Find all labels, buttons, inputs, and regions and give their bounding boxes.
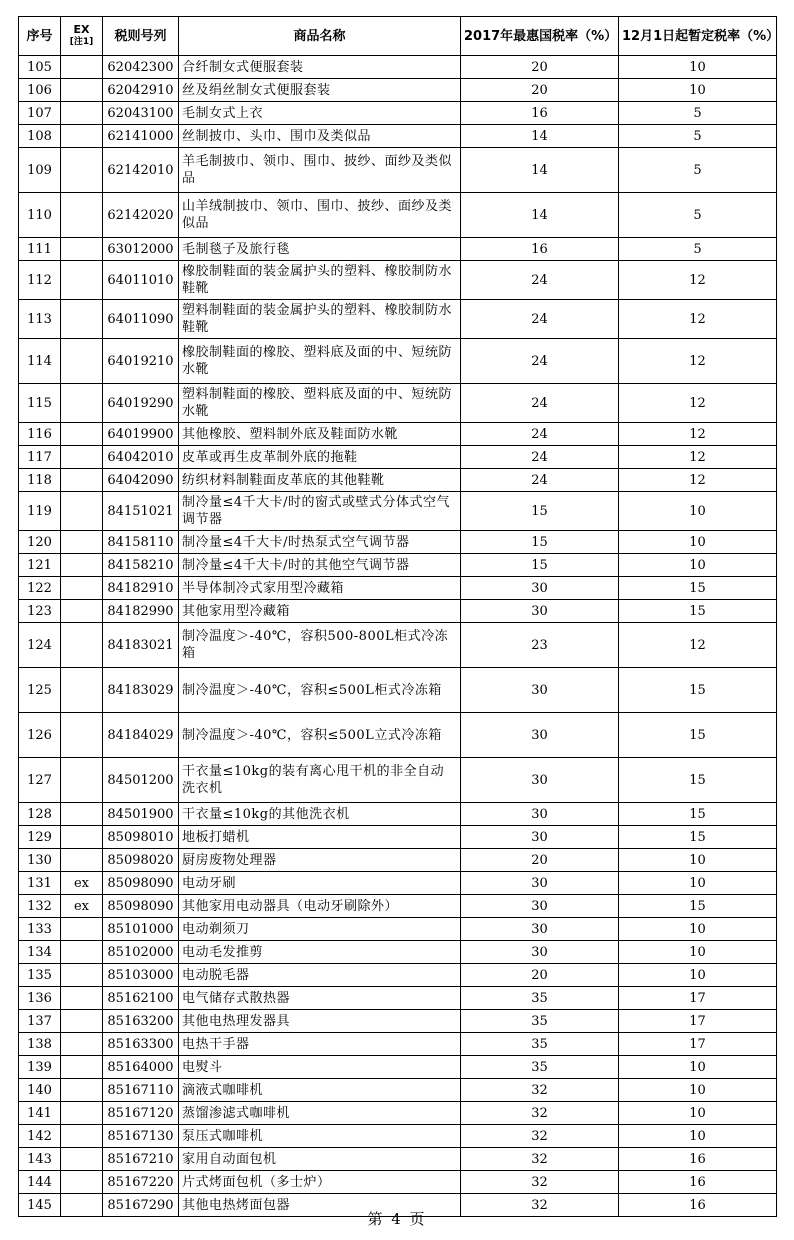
cell-ex: [61, 1079, 103, 1102]
cell-provisional-rate: 12: [619, 384, 777, 423]
cell-seq: 129: [19, 826, 61, 849]
cell-seq: 109: [19, 148, 61, 193]
cell-code: 85167130: [103, 1125, 179, 1148]
table-row: [19, 668, 777, 713]
table-row: [19, 623, 777, 668]
cell-seq: 136: [19, 987, 61, 1010]
cell-mfn-rate: 32: [461, 1171, 619, 1194]
cell-ex: [61, 492, 103, 531]
col-ex: [61, 17, 103, 56]
cell-name: 厨房废物处理器: [179, 849, 461, 872]
table-row: [19, 826, 777, 849]
cell-ex: [61, 193, 103, 238]
cell-code: 63012000: [103, 238, 179, 261]
cell-seq: 105: [19, 56, 61, 79]
cell-code: 85164000: [103, 1056, 179, 1079]
cell-provisional-rate: 5: [619, 193, 777, 238]
table-row: [19, 1102, 777, 1125]
cell-seq: 112: [19, 261, 61, 300]
cell-provisional-rate: 15: [619, 895, 777, 918]
col-name: 商品名称: [179, 17, 461, 56]
table-row: [19, 872, 777, 895]
cell-ex: [61, 713, 103, 758]
cell-mfn-rate: 24: [461, 384, 619, 423]
cell-code: 85163300: [103, 1033, 179, 1056]
cell-mfn-rate: 30: [461, 872, 619, 895]
cell-provisional-rate: 12: [619, 469, 777, 492]
cell-provisional-rate: 5: [619, 102, 777, 125]
cell-mfn-rate: 30: [461, 918, 619, 941]
col-ex-label: EX: [73, 23, 90, 36]
cell-code: 85167210: [103, 1148, 179, 1171]
cell-seq: 137: [19, 1010, 61, 1033]
cell-seq: 145: [19, 1194, 61, 1217]
table-row: [19, 1079, 777, 1102]
cell-code: 62142010: [103, 148, 179, 193]
cell-code: 64042090: [103, 469, 179, 492]
cell-name: 泵压式咖啡机: [179, 1125, 461, 1148]
cell-seq: 134: [19, 941, 61, 964]
cell-provisional-rate: 17: [619, 1033, 777, 1056]
cell-seq: 114: [19, 339, 61, 384]
cell-ex: [61, 826, 103, 849]
cell-mfn-rate: 23: [461, 623, 619, 668]
table-row: [19, 803, 777, 826]
cell-seq: 133: [19, 918, 61, 941]
cell-ex: [61, 384, 103, 423]
cell-name: 合纤制女式便服套装: [179, 56, 461, 79]
cell-provisional-rate: 12: [619, 300, 777, 339]
cell-ex: [61, 79, 103, 102]
cell-name: 毛制毯子及旅行毯: [179, 238, 461, 261]
cell-name: 其他橡胶、塑料制外底及鞋面防水靴: [179, 423, 461, 446]
cell-ex: [61, 56, 103, 79]
cell-ex: [61, 423, 103, 446]
cell-mfn-rate: 15: [461, 531, 619, 554]
cell-name: 地板打蜡机: [179, 826, 461, 849]
cell-seq: 125: [19, 668, 61, 713]
cell-name: 皮革或再生皮革制外底的拖鞋: [179, 446, 461, 469]
cell-provisional-rate: 10: [619, 964, 777, 987]
cell-provisional-rate: 12: [619, 446, 777, 469]
table-row: [19, 577, 777, 600]
cell-code: 64042010: [103, 446, 179, 469]
cell-name: 干衣量≤10kg的其他洗衣机: [179, 803, 461, 826]
cell-mfn-rate: 30: [461, 758, 619, 803]
cell-mfn-rate: 32: [461, 1125, 619, 1148]
cell-code: 64019900: [103, 423, 179, 446]
cell-code: 84182910: [103, 577, 179, 600]
cell-seq: 113: [19, 300, 61, 339]
cell-name: 其他家用电动器具（电动牙刷除外）: [179, 895, 461, 918]
cell-mfn-rate: 24: [461, 300, 619, 339]
cell-code: 85167290: [103, 1194, 179, 1217]
cell-seq: 123: [19, 600, 61, 623]
table-row: [19, 1125, 777, 1148]
cell-ex: [61, 300, 103, 339]
cell-code: 85098090: [103, 895, 179, 918]
table-row: [19, 895, 777, 918]
cell-ex: [61, 1125, 103, 1148]
table-row: [19, 941, 777, 964]
cell-provisional-rate: 10: [619, 1079, 777, 1102]
cell-code: 64011010: [103, 261, 179, 300]
cell-provisional-rate: 15: [619, 758, 777, 803]
col-ex-note: [注1]: [69, 37, 94, 47]
cell-code: 84182990: [103, 600, 179, 623]
cell-ex: [61, 600, 103, 623]
cell-mfn-rate: 16: [461, 102, 619, 125]
table-row: [19, 1010, 777, 1033]
cell-code: 85098090: [103, 872, 179, 895]
cell-code: 62141000: [103, 125, 179, 148]
cell-mfn-rate: 35: [461, 1033, 619, 1056]
cell-ex: [61, 102, 103, 125]
cell-provisional-rate: 15: [619, 826, 777, 849]
cell-seq: 144: [19, 1171, 61, 1194]
cell-provisional-rate: 10: [619, 849, 777, 872]
cell-provisional-rate: 15: [619, 803, 777, 826]
table-row: [19, 56, 777, 79]
cell-mfn-rate: 30: [461, 895, 619, 918]
cell-mfn-rate: 30: [461, 600, 619, 623]
cell-seq: 119: [19, 492, 61, 531]
cell-name: 电动毛发推剪: [179, 941, 461, 964]
cell-provisional-rate: 10: [619, 872, 777, 895]
cell-mfn-rate: 24: [461, 446, 619, 469]
cell-provisional-rate: 10: [619, 79, 777, 102]
cell-name: 干衣量≤10kg的装有离心甩干机的非全自动洗衣机: [179, 758, 461, 803]
table-row: [19, 600, 777, 623]
cell-ex: [61, 964, 103, 987]
cell-name: 塑料制鞋面的装金属护头的塑料、橡胶制防水鞋靴: [179, 300, 461, 339]
cell-provisional-rate: 15: [619, 668, 777, 713]
cell-code: 84184029: [103, 713, 179, 758]
cell-ex: [61, 148, 103, 193]
cell-mfn-rate: 14: [461, 193, 619, 238]
table-row: [19, 987, 777, 1010]
table-row: [19, 1056, 777, 1079]
table-row: [19, 964, 777, 987]
cell-ex: [61, 623, 103, 668]
table-row: [19, 713, 777, 758]
cell-seq: 106: [19, 79, 61, 102]
cell-name: 电动脱毛器: [179, 964, 461, 987]
cell-mfn-rate: 20: [461, 849, 619, 872]
cell-provisional-rate: 5: [619, 148, 777, 193]
table-row: [19, 339, 777, 384]
cell-provisional-rate: 10: [619, 941, 777, 964]
cell-mfn-rate: 16: [461, 238, 619, 261]
cell-mfn-rate: 30: [461, 668, 619, 713]
cell-code: 62142020: [103, 193, 179, 238]
cell-ex: [61, 849, 103, 872]
table-row: [19, 1171, 777, 1194]
table-row: [19, 238, 777, 261]
cell-name: 蒸馏渗滤式咖啡机: [179, 1102, 461, 1125]
cell-name: 橡胶制鞋面的装金属护头的塑料、橡胶制防水鞋靴: [179, 261, 461, 300]
cell-mfn-rate: 30: [461, 826, 619, 849]
cell-name: 其他电热烤面包器: [179, 1194, 461, 1217]
cell-ex: [61, 1033, 103, 1056]
cell-seq: 128: [19, 803, 61, 826]
cell-name: 塑料制鞋面的橡胶、塑料底及面的中、短统防水靴: [179, 384, 461, 423]
cell-mfn-rate: 32: [461, 1079, 619, 1102]
cell-ex: [61, 238, 103, 261]
cell-code: 64019210: [103, 339, 179, 384]
cell-ex: [61, 125, 103, 148]
cell-code: 84183021: [103, 623, 179, 668]
cell-provisional-rate: 10: [619, 1056, 777, 1079]
cell-provisional-rate: 10: [619, 1102, 777, 1125]
cell-seq: 107: [19, 102, 61, 125]
cell-name: 丝制披巾、头巾、围巾及类似品: [179, 125, 461, 148]
table-row: [19, 423, 777, 446]
cell-code: 84501900: [103, 803, 179, 826]
cell-ex: [61, 531, 103, 554]
cell-code: 84151021: [103, 492, 179, 531]
cell-code: 84183029: [103, 668, 179, 713]
cell-seq: 110: [19, 193, 61, 238]
cell-provisional-rate: 15: [619, 577, 777, 600]
cell-ex: [61, 1148, 103, 1171]
cell-name: 电热干手器: [179, 1033, 461, 1056]
table-row: [19, 918, 777, 941]
cell-provisional-rate: 10: [619, 554, 777, 577]
cell-seq: 140: [19, 1079, 61, 1102]
cell-ex: [61, 758, 103, 803]
cell-code: 85167220: [103, 1171, 179, 1194]
cell-provisional-rate: 10: [619, 492, 777, 531]
cell-mfn-rate: 35: [461, 1056, 619, 1079]
cell-ex: [61, 918, 103, 941]
col-mfn-rate: 2017年最惠国税率（%）: [461, 17, 619, 56]
cell-seq: 132: [19, 895, 61, 918]
cell-code: 84501200: [103, 758, 179, 803]
cell-name: 制冷量≤4千大卡/时的其他空气调节器: [179, 554, 461, 577]
cell-code: 85162100: [103, 987, 179, 1010]
cell-mfn-rate: 35: [461, 987, 619, 1010]
tariff-table: [18, 16, 780, 1217]
cell-name: 制冷温度＞-40℃，容积≤500L立式冷冻箱: [179, 713, 461, 758]
cell-name: 其他电热理发器具: [179, 1010, 461, 1033]
table-row: [19, 384, 777, 423]
cell-provisional-rate: 16: [619, 1194, 777, 1217]
cell-name: 滴液式咖啡机: [179, 1079, 461, 1102]
cell-provisional-rate: 10: [619, 531, 777, 554]
cell-ex: ex: [61, 895, 103, 918]
cell-ex: [61, 469, 103, 492]
cell-seq: 121: [19, 554, 61, 577]
cell-code: 84158210: [103, 554, 179, 577]
cell-seq: 117: [19, 446, 61, 469]
cell-ex: [61, 803, 103, 826]
cell-seq: 126: [19, 713, 61, 758]
table-row: [19, 446, 777, 469]
cell-ex: [61, 339, 103, 384]
table-row: [19, 492, 777, 531]
table-row: [19, 125, 777, 148]
cell-seq: 130: [19, 849, 61, 872]
table-row: [19, 102, 777, 125]
cell-provisional-rate: 10: [619, 918, 777, 941]
cell-mfn-rate: 20: [461, 964, 619, 987]
cell-name: 山羊绒制披巾、领巾、围巾、披纱、面纱及类似品: [179, 193, 461, 238]
cell-ex: [61, 554, 103, 577]
cell-name: 电动牙刷: [179, 872, 461, 895]
cell-name: 丝及绢丝制女式便服套装: [179, 79, 461, 102]
cell-mfn-rate: 32: [461, 1102, 619, 1125]
cell-name: 橡胶制鞋面的橡胶、塑料底及面的中、短统防水靴: [179, 339, 461, 384]
table-row: [19, 193, 777, 238]
cell-seq: 142: [19, 1125, 61, 1148]
table-row: [19, 1148, 777, 1171]
cell-code: 85102000: [103, 941, 179, 964]
cell-mfn-rate: 14: [461, 125, 619, 148]
cell-name: 电气储存式散热器: [179, 987, 461, 1010]
cell-name: 电熨斗: [179, 1056, 461, 1079]
cell-mfn-rate: 24: [461, 469, 619, 492]
cell-code: 85163200: [103, 1010, 179, 1033]
col-seq: 序号: [19, 17, 61, 56]
cell-name: 毛制女式上衣: [179, 102, 461, 125]
cell-provisional-rate: 16: [619, 1171, 777, 1194]
cell-seq: 122: [19, 577, 61, 600]
cell-mfn-rate: 24: [461, 423, 619, 446]
cell-mfn-rate: 30: [461, 577, 619, 600]
table-row: [19, 758, 777, 803]
cell-seq: 124: [19, 623, 61, 668]
cell-code: 85167120: [103, 1102, 179, 1125]
table-row: [19, 148, 777, 193]
cell-ex: [61, 987, 103, 1010]
table-row: [19, 469, 777, 492]
cell-mfn-rate: 20: [461, 56, 619, 79]
cell-name: 家用自动面包机: [179, 1148, 461, 1171]
cell-ex: [61, 668, 103, 713]
table-row: [19, 79, 777, 102]
table-body: [19, 56, 777, 1217]
cell-seq: 135: [19, 964, 61, 987]
cell-provisional-rate: 17: [619, 1010, 777, 1033]
cell-ex: [61, 577, 103, 600]
col-provisional-rate: 12月1日起暂定税率（%）: [619, 17, 777, 56]
cell-ex: [61, 1056, 103, 1079]
page-number: 第 4 页: [367, 1210, 427, 1228]
cell-provisional-rate: 12: [619, 261, 777, 300]
cell-code: 85103000: [103, 964, 179, 987]
cell-mfn-rate: 14: [461, 148, 619, 193]
cell-seq: 131: [19, 872, 61, 895]
cell-name: 制冷温度＞-40℃，容积≤500L柜式冷冻箱: [179, 668, 461, 713]
cell-code: 64019290: [103, 384, 179, 423]
cell-seq: 108: [19, 125, 61, 148]
cell-mfn-rate: 30: [461, 941, 619, 964]
cell-code: 85167110: [103, 1079, 179, 1102]
table-row: [19, 1033, 777, 1056]
cell-seq: 115: [19, 384, 61, 423]
cell-ex: [61, 1171, 103, 1194]
cell-mfn-rate: 30: [461, 803, 619, 826]
table-row: [19, 300, 777, 339]
cell-mfn-rate: 32: [461, 1148, 619, 1171]
cell-code: 64011090: [103, 300, 179, 339]
cell-provisional-rate: 15: [619, 600, 777, 623]
cell-code: 85098010: [103, 826, 179, 849]
cell-provisional-rate: 12: [619, 423, 777, 446]
cell-name: 纺织材料制鞋面皮革底的其他鞋靴: [179, 469, 461, 492]
cell-code: 85098020: [103, 849, 179, 872]
cell-ex: [61, 1010, 103, 1033]
cell-seq: 139: [19, 1056, 61, 1079]
cell-ex: ex: [61, 872, 103, 895]
cell-ex: [61, 261, 103, 300]
cell-ex: [61, 1102, 103, 1125]
cell-seq: 111: [19, 238, 61, 261]
cell-provisional-rate: 5: [619, 125, 777, 148]
table-row: [19, 849, 777, 872]
cell-seq: 127: [19, 758, 61, 803]
cell-seq: 138: [19, 1033, 61, 1056]
table-row: [19, 554, 777, 577]
table-row: [19, 531, 777, 554]
cell-seq: 141: [19, 1102, 61, 1125]
cell-mfn-rate: 24: [461, 261, 619, 300]
cell-provisional-rate: 12: [619, 339, 777, 384]
cell-mfn-rate: 30: [461, 713, 619, 758]
cell-seq: 116: [19, 423, 61, 446]
cell-code: 85101000: [103, 918, 179, 941]
cell-provisional-rate: 17: [619, 987, 777, 1010]
cell-code: 62043100: [103, 102, 179, 125]
cell-provisional-rate: 5: [619, 238, 777, 261]
cell-code: 62042300: [103, 56, 179, 79]
cell-provisional-rate: 10: [619, 1125, 777, 1148]
cell-provisional-rate: 12: [619, 623, 777, 668]
cell-ex: [61, 941, 103, 964]
table-header: [19, 17, 780, 56]
cell-mfn-rate: 32: [461, 1194, 619, 1217]
cell-name: 电动剃须刀: [179, 918, 461, 941]
cell-ex: [61, 446, 103, 469]
cell-code: 84158110: [103, 531, 179, 554]
cell-provisional-rate: 15: [619, 713, 777, 758]
cell-mfn-rate: 20: [461, 79, 619, 102]
cell-name: 片式烤面包机（多士炉）: [179, 1171, 461, 1194]
cell-mfn-rate: 35: [461, 1010, 619, 1033]
cell-seq: 120: [19, 531, 61, 554]
cell-provisional-rate: 10: [619, 56, 777, 79]
cell-name: 制冷量≤4千大卡/时的窗式或壁式分体式空气调节器: [179, 492, 461, 531]
cell-name: 半导体制冷式家用型冷藏箱: [179, 577, 461, 600]
cell-name: 羊毛制披巾、领巾、围巾、披纱、面纱及类似品: [179, 148, 461, 193]
cell-name: 制冷温度＞-40℃，容积500-800L柜式冷冻箱: [179, 623, 461, 668]
cell-mfn-rate: 15: [461, 554, 619, 577]
cell-code: 62042910: [103, 79, 179, 102]
cell-name: 其他家用型冷藏箱: [179, 600, 461, 623]
col-code: 税则号列: [103, 17, 179, 56]
cell-provisional-rate: 16: [619, 1148, 777, 1171]
cell-seq: 143: [19, 1148, 61, 1171]
cell-seq: 118: [19, 469, 61, 492]
cell-name: 制冷量≤4千大卡/时热泵式空气调节器: [179, 531, 461, 554]
table-row: [19, 261, 777, 300]
cell-mfn-rate: 15: [461, 492, 619, 531]
cell-mfn-rate: 24: [461, 339, 619, 384]
